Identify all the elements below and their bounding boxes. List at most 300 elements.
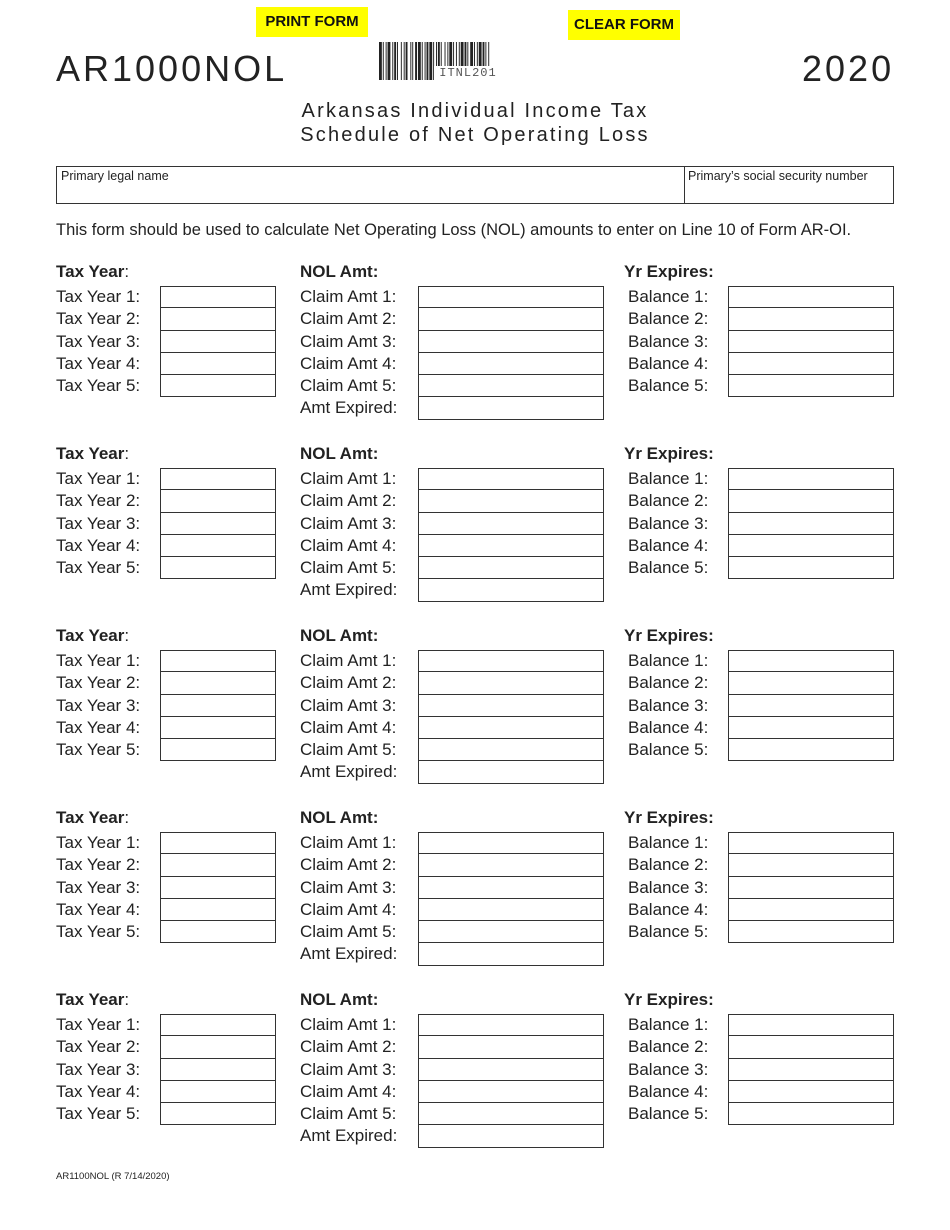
- nol-amount-column-row: [300, 557, 397, 579]
- nol-amount-column-row: [300, 535, 397, 557]
- year-expires-column-header-text: Yr Expires:: [624, 990, 714, 1009]
- nol-amount-column-row: [300, 579, 397, 601]
- year-expires-column-row-label: Balance 5:: [628, 922, 709, 942]
- year-expires-column-row-label: Balance 3:: [628, 695, 709, 715]
- tax-year-column-row-label: Tax Year 4:: [56, 535, 141, 555]
- tax-year-column-row: [56, 286, 140, 308]
- nol-amount-column-input-4[interactable]: [418, 535, 604, 557]
- tax-year-column-input-1[interactable]: [160, 1014, 276, 1036]
- tax-year-column-input-2[interactable]: [160, 1036, 276, 1058]
- nol-amount-column-input-2[interactable]: [418, 854, 604, 876]
- nol-amount-column-row: [300, 899, 397, 921]
- nol-amount-column-row-label: Claim Amt 2:: [300, 491, 397, 511]
- nol-amount-column: [300, 262, 397, 420]
- nol-amount-column-input-5[interactable]: [418, 1103, 604, 1125]
- year-expires-column-row: [624, 650, 714, 672]
- year-expires-column-row: [624, 557, 714, 579]
- year-expires-column-input-1[interactable]: [728, 468, 894, 490]
- nol-amount-column-row: [300, 468, 397, 490]
- nol-amount-column-row-label: Amt Expired:: [300, 762, 398, 782]
- tax-year-column: [56, 808, 140, 943]
- tax-year-column-input-4[interactable]: [160, 353, 276, 375]
- nol-amount-column-row-label: Amt Expired:: [300, 944, 398, 964]
- year-expires-column-row-label: Balance 3:: [628, 331, 709, 351]
- nol-amount-column-row: [300, 695, 397, 717]
- form-id: AR1000NOL: [56, 48, 288, 89]
- nol-amount-column-row: [300, 877, 397, 899]
- nol-amount-column-row-label: Claim Amt 2:: [300, 673, 397, 693]
- tax-year-column-row-label: Tax Year 5:: [56, 558, 141, 578]
- barcode: [378, 42, 558, 80]
- nol-amount-column-row-label: Claim Amt 5:: [300, 922, 397, 942]
- nol-amount-column-row: [300, 1036, 397, 1058]
- nol-amount-column-row-label: Claim Amt 4:: [300, 717, 397, 737]
- year-expires-column-row-label: Balance 1:: [628, 469, 709, 488]
- nol-amount-column-row-label: Claim Amt 1:: [300, 469, 397, 488]
- tax-year-column-header-colon: :: [124, 262, 130, 281]
- tax-year-column-row-label: Tax Year 1:: [56, 833, 141, 852]
- nol-amount-column-row: [300, 513, 397, 535]
- nol-amount-column-row-label: Amt Expired:: [300, 1126, 398, 1146]
- year-expires-column-row: [624, 490, 714, 512]
- year-expires-column-row-label: Balance 1:: [628, 833, 709, 852]
- year-expires-column-row-label: Balance 5:: [628, 376, 709, 396]
- year-expires-column-row-label: Balance 5:: [628, 1104, 709, 1124]
- tax-year-column-header-colon: :: [124, 444, 130, 463]
- year-expires-column-input-3[interactable]: [728, 331, 894, 353]
- nol-amount-column-row: [300, 1125, 397, 1147]
- nol-amount-column-row-label: Claim Amt 4:: [300, 1081, 397, 1101]
- nol-amount-column-row-label: Claim Amt 3:: [300, 877, 397, 897]
- nol-amount-column-row: [300, 1081, 397, 1103]
- nol-amount-column-input-4[interactable]: [418, 1081, 604, 1103]
- year-expires-column-row: [624, 286, 714, 308]
- year-expires-column-header-text: Yr Expires:: [624, 262, 714, 281]
- nol-amount-column-row: [300, 854, 397, 876]
- tax-year-column-input-1[interactable]: [160, 286, 276, 308]
- year-expires-column-input-3[interactable]: [728, 695, 894, 717]
- tax-year-column-row: [56, 468, 140, 490]
- identity-divider: [684, 167, 685, 203]
- year-expires-column-row-label: Balance 4:: [628, 535, 709, 555]
- nol-amount-column-row: [300, 331, 397, 353]
- tax-year-column-row-label: Tax Year 2:: [56, 491, 141, 511]
- nol-amount-column-row: [300, 717, 397, 739]
- year-expires-column: [624, 444, 714, 579]
- tax-year-column-input-3[interactable]: [160, 695, 276, 717]
- tax-year-column-input-2[interactable]: [160, 854, 276, 876]
- tax-year-column-row: [56, 899, 140, 921]
- tax-year-column-input-1[interactable]: [160, 650, 276, 672]
- nol-amount-column-row-label: Claim Amt 1:: [300, 833, 397, 852]
- tax-year-column-row: [56, 1014, 140, 1036]
- nol-amount-column-row-label: Claim Amt 3:: [300, 331, 397, 351]
- year-expires-column-header-text: Yr Expires:: [624, 808, 714, 827]
- year-expires-column-input-1[interactable]: [728, 1014, 894, 1036]
- tax-year-column-row-label: Tax Year 1:: [56, 469, 141, 488]
- tax-year-column-row: [56, 375, 140, 397]
- nol-amount-column-row-label: Claim Amt 3:: [300, 1059, 397, 1079]
- nol-amount-column-header: [300, 990, 397, 1014]
- year-expires-column-input-5[interactable]: [728, 557, 894, 579]
- nol-section-3: [0, 626, 950, 806]
- form-revision: AR1100NOL (R 7/14/2020): [56, 1171, 170, 1182]
- print-form-button[interactable]: PRINT FORM: [256, 7, 368, 37]
- nol-amount-column-input-6[interactable]: [418, 943, 604, 965]
- nol-amount-column-input-1[interactable]: [418, 832, 604, 854]
- nol-amount-column-input-4[interactable]: [418, 353, 604, 375]
- identity-box: [56, 166, 894, 204]
- tax-year-column-header-text: Tax Year: [56, 444, 125, 463]
- year-expires-column-row-label: Balance 2:: [628, 1037, 709, 1057]
- tax-year-column-input-5[interactable]: [160, 557, 276, 579]
- tax-year-column-row: [56, 513, 140, 535]
- nol-amount-column-row: [300, 375, 397, 397]
- nol-amount-column-row: [300, 1014, 397, 1036]
- nol-amount-column: [300, 990, 397, 1148]
- tax-year-column-input-4[interactable]: [160, 899, 276, 921]
- tax-year-column: [56, 990, 140, 1125]
- nol-amount-column-row-label: Claim Amt 5:: [300, 558, 397, 578]
- tax-year-column-row: [56, 1081, 140, 1103]
- nol-amount-column-row-label: Claim Amt 5:: [300, 376, 397, 396]
- nol-amount-column-header-text: NOL Amt:: [300, 262, 379, 281]
- year-expires-column: [624, 990, 714, 1125]
- nol-amount-column-row: [300, 832, 397, 854]
- year-expires-column-header: [624, 626, 714, 650]
- year-expires-column-input-1[interactable]: [728, 286, 894, 308]
- nol-amount-column-input-3[interactable]: [418, 1059, 604, 1081]
- year-expires-column-header: [624, 262, 714, 286]
- nol-amount-column-row-label: Claim Amt 4:: [300, 899, 397, 919]
- year-expires-column-row-label: Balance 2:: [628, 491, 709, 511]
- tax-year-column: [56, 262, 140, 397]
- title-text-2: Schedule of Net Operating Loss: [300, 124, 650, 146]
- year-expires-column-input-5[interactable]: [728, 375, 894, 397]
- tax-year-column-header: [56, 808, 140, 832]
- year-expires-column-row-label: Balance 3:: [628, 1059, 709, 1079]
- tax-year-column-row-label: Tax Year 4:: [56, 717, 141, 737]
- primary-name-field[interactable]: [58, 183, 682, 203]
- tax-year-column-row-label: Tax Year 2:: [56, 855, 141, 875]
- tax-year-column-input-2[interactable]: [160, 490, 276, 512]
- nol-amount-column-input-1[interactable]: [418, 286, 604, 308]
- nol-amount-column-row: [300, 397, 397, 419]
- year-expires-column-row: [624, 854, 714, 876]
- year-expires-column-input-5[interactable]: [728, 1103, 894, 1125]
- tax-year-column-header-text: Tax Year: [56, 808, 125, 827]
- tax-year-column-row-label: Tax Year 1:: [56, 651, 141, 670]
- year-expires-column-header-text: Yr Expires:: [624, 626, 714, 645]
- tax-year-column-row: [56, 921, 140, 943]
- tax-year-column-row: [56, 739, 140, 761]
- year-expires-column-row: [624, 468, 714, 490]
- tax-year-column-row-label: Tax Year 4:: [56, 899, 141, 919]
- tax-year-column-row: [56, 672, 140, 694]
- nol-amount-column-header: [300, 262, 397, 286]
- year-expires-column-input-4[interactable]: [728, 1081, 894, 1103]
- nol-amount-column-input-1[interactable]: [418, 650, 604, 672]
- year-expires-column-row: [624, 832, 714, 854]
- nol-amount-column-row-label: Claim Amt 2:: [300, 309, 397, 329]
- tax-year-column-input-3[interactable]: [160, 513, 276, 535]
- nol-amount-column-row: [300, 943, 397, 965]
- year-expires-column-row-label: Balance 5:: [628, 558, 709, 578]
- tax-year-column-row-label: Tax Year 5:: [56, 1104, 141, 1124]
- year-expires-column-input-4[interactable]: [728, 353, 894, 375]
- year-expires-column-row: [624, 877, 714, 899]
- year-expires-column-row: [624, 717, 714, 739]
- tax-year-column-header-colon: :: [124, 990, 130, 1009]
- year-expires-column-header-text: Yr Expires:: [624, 444, 714, 463]
- nol-amount-column-input-5[interactable]: [418, 921, 604, 943]
- tax-year-column-row: [56, 490, 140, 512]
- nol-amount-column-row-label: Amt Expired:: [300, 580, 398, 600]
- year-expires-column-input-4[interactable]: [728, 899, 894, 921]
- nol-amount-column: [300, 444, 397, 602]
- tax-year-column-row-label: Tax Year 3:: [56, 695, 141, 715]
- tax-year-column-row: [56, 1036, 140, 1058]
- tax-year-column-row-label: Tax Year 3:: [56, 877, 141, 897]
- nol-amount-column-input-6[interactable]: [418, 1125, 604, 1147]
- nol-amount-column-input-5[interactable]: [418, 739, 604, 761]
- tax-year-column-row-label: Tax Year 1:: [56, 1015, 141, 1034]
- nol-amount-column-row: [300, 490, 397, 512]
- tax-year-column-row: [56, 832, 140, 854]
- nol-amount-column-header: [300, 626, 397, 650]
- nol-amount-column-row-label: Claim Amt 1:: [300, 287, 397, 306]
- year-expires-column-header: [624, 444, 714, 468]
- barcode-text: ITNL201: [434, 66, 502, 80]
- tax-year-column-input-4[interactable]: [160, 1081, 276, 1103]
- tax-year-column-row: [56, 353, 140, 375]
- nol-amount-column-input-2[interactable]: [418, 672, 604, 694]
- tax-year-column-row-label: Tax Year 2:: [56, 1037, 141, 1057]
- year-expires-column: [624, 626, 714, 761]
- tax-year-column-row: [56, 557, 140, 579]
- year-expires-column-row: [624, 331, 714, 353]
- nol-amount-column-row-label: Claim Amt 3:: [300, 695, 397, 715]
- tax-year-column-row: [56, 535, 140, 557]
- nol-amount-column-input-3[interactable]: [418, 695, 604, 717]
- tax-year-column-header-colon: :: [124, 808, 130, 827]
- tax-year-column-header-colon: :: [124, 626, 130, 645]
- tax-year-column-header-text: Tax Year: [56, 262, 125, 281]
- year-expires-column-input-2[interactable]: [728, 672, 894, 694]
- year-expires-column-input-2[interactable]: [728, 1036, 894, 1058]
- tax-year-column-row-label: Tax Year 1:: [56, 287, 141, 306]
- tax-year-column-input-3[interactable]: [160, 877, 276, 899]
- year-expires-column-header: [624, 808, 714, 832]
- nol-amount-column: [300, 808, 397, 966]
- tax-year-column-input-5[interactable]: [160, 739, 276, 761]
- year-expires-column-row-label: Balance 3:: [628, 513, 709, 533]
- nol-amount-column-row-label: Claim Amt 3:: [300, 513, 397, 533]
- tax-year-column-input-2[interactable]: [160, 308, 276, 330]
- year-expires-column-input-5[interactable]: [728, 739, 894, 761]
- year-expires-column: [624, 262, 714, 397]
- nol-section-4: [0, 808, 950, 988]
- tax-year-column-input-5[interactable]: [160, 1103, 276, 1125]
- nol-amount-column-input-2[interactable]: [418, 308, 604, 330]
- tax-year-column-input-5[interactable]: [160, 921, 276, 943]
- tax-year-column-row: [56, 854, 140, 876]
- year-expires-column-row: [624, 1103, 714, 1125]
- nol-amount-column-input-2[interactable]: [418, 490, 604, 512]
- tax-year-column-header: [56, 626, 140, 650]
- year-expires-column-input-3[interactable]: [728, 877, 894, 899]
- year-expires-column: [624, 808, 714, 943]
- tax-year-column-header: [56, 444, 140, 468]
- nol-amount-column-input-5[interactable]: [418, 557, 604, 579]
- nol-amount-column-input-4[interactable]: [418, 899, 604, 921]
- nol-amount-column-row-label: Amt Expired:: [300, 398, 398, 418]
- nol-amount-column-input-2[interactable]: [418, 1036, 604, 1058]
- tax-year-column-input-5[interactable]: [160, 375, 276, 397]
- tax-year-column-row-label: Tax Year 5:: [56, 376, 141, 396]
- nol-amount-column-input-3[interactable]: [418, 513, 604, 535]
- year-expires-column-row: [624, 513, 714, 535]
- tax-year-column-input-3[interactable]: [160, 331, 276, 353]
- nol-amount-column-row: [300, 353, 397, 375]
- tax-year-column-row-label: Tax Year 3:: [56, 1059, 141, 1079]
- year-expires-column-input-1[interactable]: [728, 832, 894, 854]
- clear-form-button[interactable]: CLEAR FORM: [568, 10, 680, 40]
- year-expires-column-row: [624, 353, 714, 375]
- title-text-1: Arkansas Individual Income Tax: [301, 100, 649, 122]
- year-expires-column-input-4[interactable]: [728, 717, 894, 739]
- year-expires-column-row: [624, 672, 714, 694]
- tax-year-column-row: [56, 308, 140, 330]
- nol-amount-column-input-6[interactable]: [418, 761, 604, 783]
- tax-year-column-row-label: Tax Year 3:: [56, 513, 141, 533]
- tax-year-column-input-2[interactable]: [160, 672, 276, 694]
- tax-year-column-row-label: Tax Year 5:: [56, 922, 141, 942]
- nol-amount-column-row: [300, 921, 397, 943]
- primary-name-label: Primary legal name: [61, 169, 169, 183]
- nol-amount-column-input-1[interactable]: [418, 468, 604, 490]
- nol-section-2: [0, 444, 950, 624]
- nol-amount-column-row-label: Claim Amt 1:: [300, 651, 397, 670]
- form-year: 2020: [802, 48, 895, 89]
- nol-amount-column-input-1[interactable]: [418, 1014, 604, 1036]
- nol-amount-column-input-3[interactable]: [418, 877, 604, 899]
- nol-amount-column-input-6[interactable]: [418, 579, 604, 601]
- year-expires-column-header: [624, 990, 714, 1014]
- nol-amount-column-input-4[interactable]: [418, 717, 604, 739]
- year-expires-column-input-4[interactable]: [728, 535, 894, 557]
- nol-amount-column-header-text: NOL Amt:: [300, 626, 379, 645]
- nol-amount-column-input-3[interactable]: [418, 331, 604, 353]
- tax-year-column-row-label: Tax Year 5:: [56, 740, 141, 760]
- nol-amount-column-row-label: Claim Amt 4:: [300, 535, 397, 555]
- tax-year-column-input-4[interactable]: [160, 535, 276, 557]
- tax-year-column-row-label: Tax Year 3:: [56, 331, 141, 351]
- year-expires-column-row-label: Balance 2:: [628, 855, 709, 875]
- year-expires-column-row-label: Balance 4:: [628, 353, 709, 373]
- nol-amount-column-header: [300, 808, 397, 832]
- year-expires-column-input-1[interactable]: [728, 650, 894, 672]
- tax-year-column-header: [56, 262, 140, 286]
- nol-amount-column-row-label: Claim Amt 2:: [300, 1037, 397, 1057]
- tax-year-column-row-label: Tax Year 2:: [56, 673, 141, 693]
- year-expires-column-input-3[interactable]: [728, 1059, 894, 1081]
- tax-year-column-row: [56, 717, 140, 739]
- tax-year-column: [56, 626, 140, 761]
- nol-amount-column: [300, 626, 397, 784]
- tax-year-column-input-1[interactable]: [160, 832, 276, 854]
- tax-year-column-row-label: Tax Year 2:: [56, 309, 141, 329]
- nol-amount-column-input-5[interactable]: [418, 375, 604, 397]
- year-expires-column-row: [624, 695, 714, 717]
- year-expires-column-row: [624, 1081, 714, 1103]
- year-expires-column-input-2[interactable]: [728, 308, 894, 330]
- nol-amount-column-row: [300, 1059, 397, 1081]
- tax-year-column-row: [56, 1059, 140, 1081]
- nol-amount-column-header-text: NOL Amt:: [300, 808, 379, 827]
- nol-section-5: [0, 990, 950, 1170]
- nol-amount-column-row-label: Claim Amt 5:: [300, 740, 397, 760]
- nol-section-1: [0, 262, 950, 442]
- tax-year-column-input-3[interactable]: [160, 1059, 276, 1081]
- tax-year-column: [56, 444, 140, 579]
- ssn-label: Primary’s social security number: [688, 169, 868, 183]
- nol-amount-column-header-text: NOL Amt:: [300, 444, 379, 463]
- year-expires-column-row: [624, 899, 714, 921]
- nol-amount-column-header: [300, 444, 397, 468]
- nol-amount-column-row: [300, 1103, 397, 1125]
- nol-amount-column-row-label: Claim Amt 5:: [300, 1104, 397, 1124]
- year-expires-column-row: [624, 1059, 714, 1081]
- tax-year-column-header-text: Tax Year: [56, 626, 125, 645]
- year-expires-column-row-label: Balance 2:: [628, 309, 709, 329]
- year-expires-column-input-5[interactable]: [728, 921, 894, 943]
- nol-amount-column-row: [300, 286, 397, 308]
- nol-amount-column-row: [300, 650, 397, 672]
- year-expires-column-input-2[interactable]: [728, 490, 894, 512]
- nol-amount-column-input-6[interactable]: [418, 397, 604, 419]
- tax-year-column-header: [56, 990, 140, 1014]
- tax-year-column-row: [56, 331, 140, 353]
- nol-amount-column-header-text: NOL Amt:: [300, 990, 379, 1009]
- tax-year-column-row-label: Tax Year 4:: [56, 1081, 141, 1101]
- instructions: This form should be used to calculate Net Operating Loss (NOL) amounts to enter on Line 10 of Form AR-OI.: [56, 221, 852, 239]
- year-expires-column-row: [624, 1014, 714, 1036]
- tax-year-column-row: [56, 877, 140, 899]
- year-expires-column-input-3[interactable]: [728, 513, 894, 535]
- ssn-field[interactable]: [686, 183, 893, 203]
- nol-amount-column-row-label: Claim Amt 1:: [300, 1015, 397, 1034]
- year-expires-column-row-label: Balance 1:: [628, 651, 709, 670]
- year-expires-column-row-label: Balance 4:: [628, 717, 709, 737]
- year-expires-column-row: [624, 1036, 714, 1058]
- year-expires-column-row: [624, 535, 714, 557]
- nol-amount-column-row: [300, 672, 397, 694]
- nol-amount-column-row-label: Claim Amt 4:: [300, 353, 397, 373]
- year-expires-column-row-label: Balance 5:: [628, 740, 709, 760]
- year-expires-column-row: [624, 308, 714, 330]
- nol-amount-column-row: [300, 761, 397, 783]
- year-expires-column-row: [624, 739, 714, 761]
- year-expires-column-input-2[interactable]: [728, 854, 894, 876]
- tax-year-column-row-label: Tax Year 4:: [56, 353, 141, 373]
- tax-year-column-input-4[interactable]: [160, 717, 276, 739]
- year-expires-column-row: [624, 921, 714, 943]
- nol-amount-column-row: [300, 739, 397, 761]
- nol-amount-column-row-label: Claim Amt 2:: [300, 855, 397, 875]
- nol-amount-column-row: [300, 308, 397, 330]
- tax-year-column-input-1[interactable]: [160, 468, 276, 490]
